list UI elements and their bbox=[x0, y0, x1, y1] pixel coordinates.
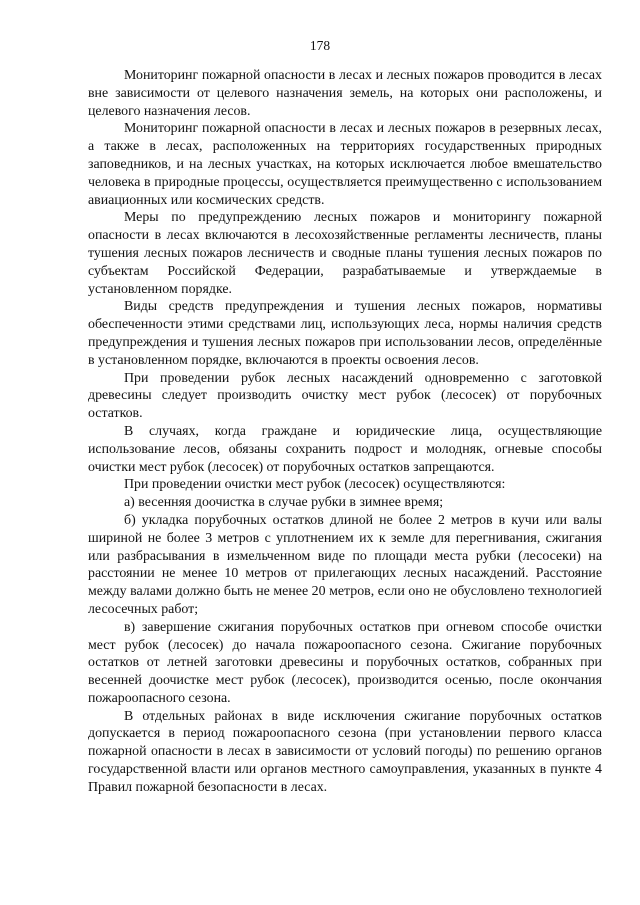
paragraph-exceptional-burning: В отдельных районах в виде исключения сжигание порубочных остатков допускается в период пожароопасного сезона (при установлении первого класса пожарной опасности в лесах в зависимости от условий погоды) по решению органов государственной власти или органов местного самоуправления, указанных в пункте 4 Правил пожарной безопасности в лесах. bbox=[88, 708, 602, 795]
page-number: 178 bbox=[309, 38, 331, 53]
paragraph-logging-cleanup: При проведении рубок лесных насаждений одновременно с заготовкой древесины следует производить очистку мест рубок (лесосек) от порубочных остатков. bbox=[88, 370, 602, 422]
list-item-v: в) завершение сжигания порубочных остатков при огневом способе очистки мест рубок (лесосек) до начала пожароопасного сезона. Сжигание порубочных остатков от летней заготовки древесины и порубочных остатков, собранных при весенней доочистке мест рубок (лесосек), производится осенью, после окончания пожароопасного сезона. bbox=[88, 619, 602, 706]
list-item-a: а) весенняя доочистка в случае рубки в зимнее время; bbox=[124, 495, 444, 511]
document-body bbox=[88, 67, 602, 797]
list-item-b: б) укладка порубочных остатков длиной не более 2 метров в кучи или валы шириной не более 3 метров с уплотнением их к земле для перегнивания, сжигания или разбрасывания в измельченном виде по площади места рубки (лесосеки) на расстоянии не менее 10 метров от прилегающих лесных насаждений. Расстояние между валами должно быть не менее 20 метров, если оно не обусловлено технологией лесосечных работ; bbox=[88, 512, 602, 617]
paragraph-monitoring-scope: Мониторинг пожарной опасности в лесах и лесных пожаров проводится в лесах вне зависимости от целевого назначения земель, на которых они расположены, и целевого назначения лесов. bbox=[88, 68, 602, 119]
paragraph-cleanup-intro: При проведении очистки мест рубок (лесосек) осуществляются: bbox=[124, 477, 506, 493]
paragraph-prevention-measures: Меры по предупреждению лесных пожаров и мониторингу пожарной опасности в лесах включаются в лесохозяйственные регламенты лесничеств, планы тушения лесных пожаров лесничеств и сводные планы тушения лесных пожаров по субъектам Российской Федерации, разрабатываемые и утверждаемые в установленном порядке. bbox=[88, 210, 602, 297]
paragraph-monitoring-reserve-forests: Мониторинг пожарной опасности в лесах и лесных пожаров в резервных лесах, а также в лесах, расположенных на территориях государственных природных заповедников, и на лесных участках, на которых исключается любое вмешательство человека в природные процессы, осуществляется преимущественно с использованием авиационных или космических средств. bbox=[88, 121, 602, 208]
paragraph-fire-methods-prohibited: В случаях, когда граждане и юридические лица, осуществляющие использование лесов, обязаны сохранить подрост и молодняк, огневые способы очистки мест рубок (лесосек) от порубочных остатков запрещаются. bbox=[88, 423, 602, 475]
paragraph-equipment-types: Виды средств предупреждения и тушения лесных пожаров, нормативы обеспеченности этими средствами лиц, использующих леса, нормы наличия средств предупреждения и тушения лесных пожаров при использовании лесов, определённые в установленном порядке, включаются в проекты освоения лесов. bbox=[88, 299, 602, 368]
